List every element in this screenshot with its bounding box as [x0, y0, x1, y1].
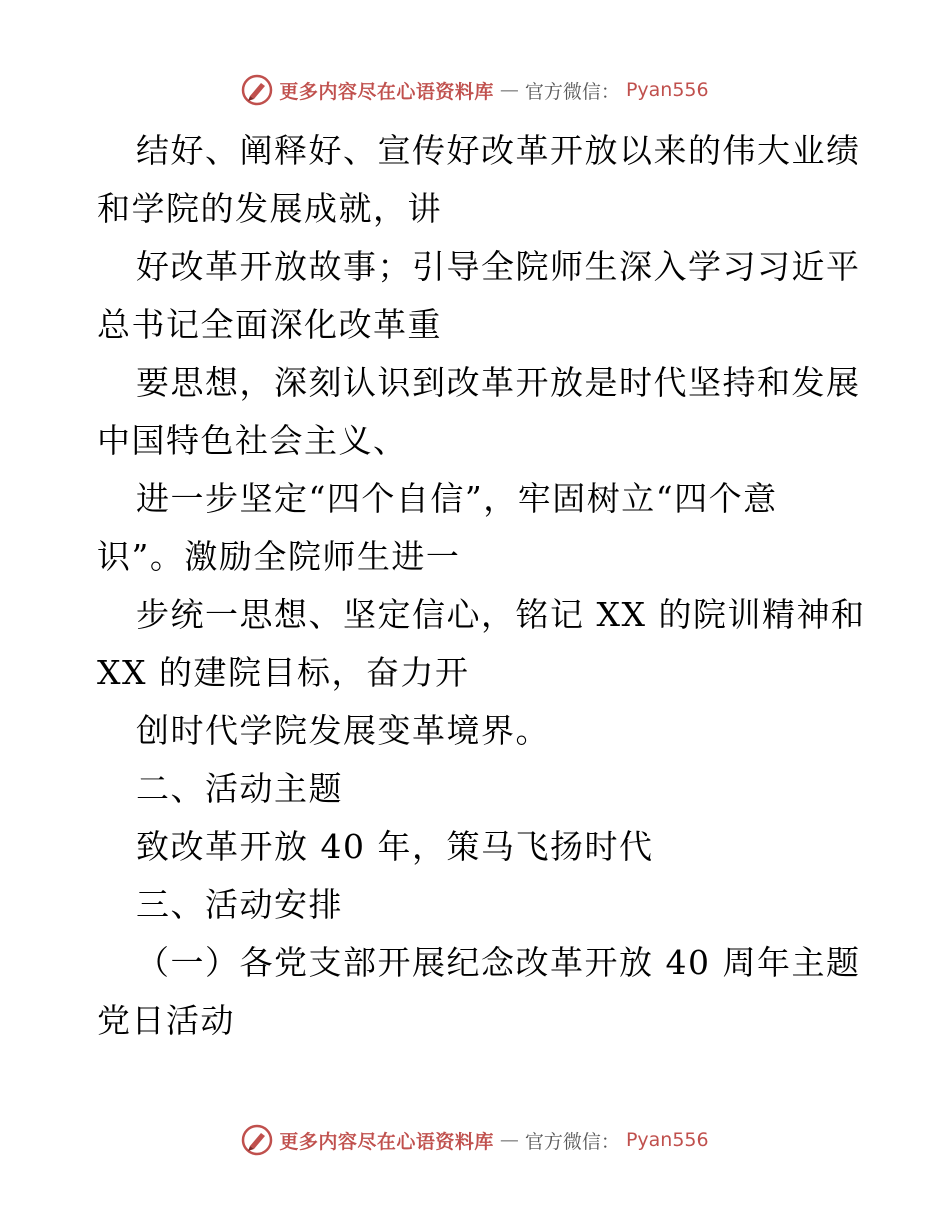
body-line: 和学院的发展成就，讲	[97, 189, 442, 228]
footer-banner-wechat-id: Pyan556	[625, 1129, 709, 1151]
body-line: XX 的建院目标，奋力开	[97, 653, 470, 692]
header-banner	[0, 70, 950, 110]
header-banner-separator: —	[499, 79, 519, 101]
header-banner-title: 更多内容尽在心语资料库	[279, 80, 494, 103]
header-banner-wechat-label: 官方微信：	[524, 80, 620, 103]
body-line: 中国特色社会主义、	[97, 421, 408, 460]
body-line: 总书记全面深化改革重	[97, 305, 442, 344]
body-line: 步统一思想、坚定信心，铭记 XX 的院训精神和	[136, 595, 866, 634]
body-line: 致改革开放 40 年，策马飞扬时代	[136, 827, 654, 866]
footer-banner-separator: —	[499, 1129, 519, 1151]
body-line: 创时代学院发展变革境界。	[136, 711, 550, 750]
body-line: 好改革开放故事；引导全院师生深入学习习近平	[136, 247, 861, 286]
body-line: 进一步坚定“四个自信”，牢固树立“四个意	[136, 479, 778, 518]
section-heading: 二、活动主题	[136, 769, 343, 808]
body-line: 要思想，深刻认识到改革开放是时代坚持和发展	[136, 363, 861, 402]
header-banner-wechat-id: Pyan556	[625, 79, 709, 101]
pen-logo-icon	[241, 1124, 273, 1156]
footer-banner-title: 更多内容尽在心语资料库	[279, 1130, 494, 1153]
section-heading: 三、活动安排	[136, 885, 343, 924]
body-line: 识”。激励全院师生进一	[97, 537, 461, 576]
body-line: 结好、阐释好、宣传好改革开放以来的伟大业绩	[136, 131, 861, 170]
pen-logo-icon	[241, 74, 273, 106]
footer-banner-wechat-label: 官方微信：	[524, 1130, 620, 1153]
footer-banner	[0, 1120, 950, 1160]
subsection-heading: （一）各党支部开展纪念改革开放 40 周年主题	[136, 943, 861, 982]
body-line: 党日活动	[97, 1001, 235, 1040]
document-body	[97, 122, 866, 1050]
